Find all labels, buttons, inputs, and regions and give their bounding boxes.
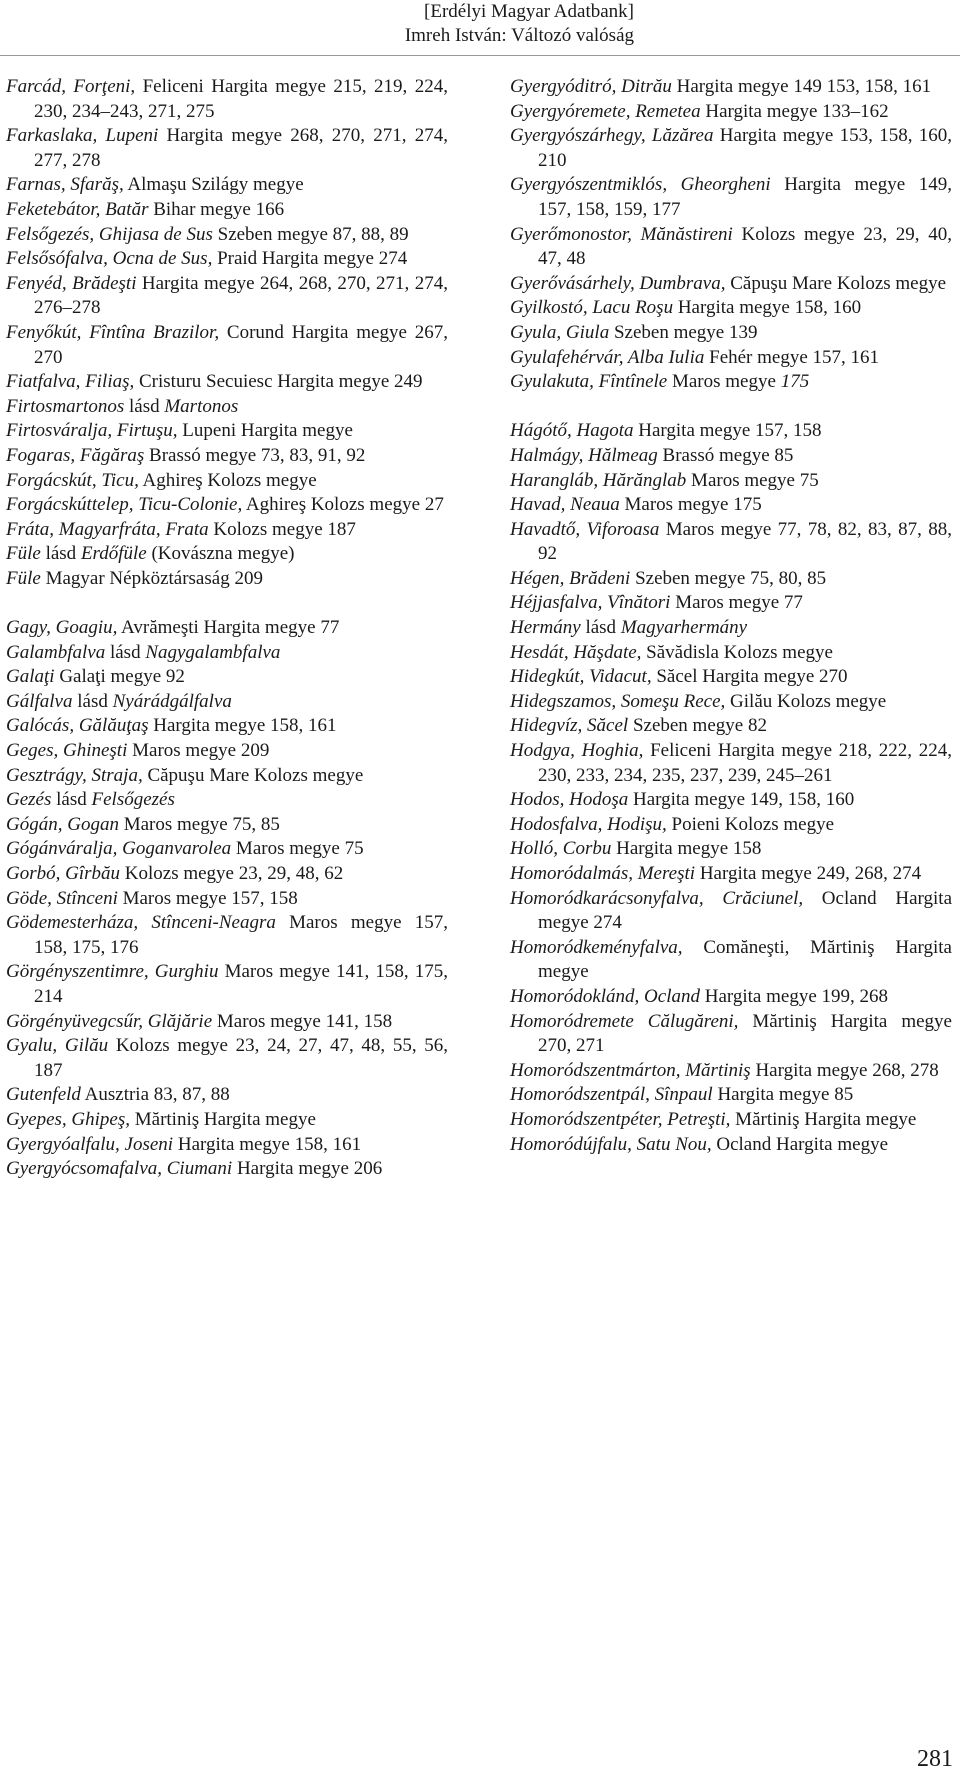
place-name: Firtosmartonos [6,395,125,417]
index-entry [6,542,448,567]
index-entry [6,714,448,739]
entry-text: Hargita megye 157, 158 [633,420,822,442]
entry-text: Cristuru Secuiesc Hargita megye 249 [134,371,423,393]
index-entry [510,321,952,346]
place-name: Homoródkarácsonyfalva, Crăciunel, [510,887,804,909]
place-name: Gyulafehérvár, Alba Iulia [510,346,705,368]
place-name: Gyula, Giula [510,321,610,343]
entry-text: Hargita megye 149, 158, 160 [628,789,855,811]
place-name: Gyergyóditró, Ditrău [510,76,672,97]
place-name: Hodgya, Hoghia, [510,740,644,762]
entry-text: Almaşu Szilágy megye [123,174,304,196]
place-name: Gyerőmonostor, Mănăstireni [510,223,733,245]
place-name: Farkaslaka, Lupeni [6,125,159,147]
place-name: Hesdát, Hăşdate, [510,641,642,663]
place-name: Erdőfüle [80,543,147,565]
index-entry [510,936,952,985]
entry-text: Hargita megye 149, 157, 158, 159, 177 [538,174,953,220]
index-entry [510,419,952,444]
place-name: Gógánváralja, Goganvarolea [6,838,232,860]
place-name: Feketebátor, Batăr [6,198,149,220]
entry-text: Lupeni Hargita megye [177,420,353,442]
place-name: Héjjasfalva, Vînători [510,592,671,614]
place-name: Gógán, Gogan [6,813,119,835]
index-entry [510,862,952,887]
place-name: Galambfalva [6,641,106,663]
index-entry [6,223,448,248]
entry-text: Căpuşu Mare Kolozs megye [725,272,947,294]
entry-text: Fehér megye 157, 161 [704,346,880,368]
place-name: Homoródkeményfalva, [510,936,683,958]
place-name: Homoródalmás, Mereşti [510,863,696,884]
place-name: Gyergyóremete, Remetea [510,100,701,122]
index-entry [6,739,448,764]
place-name: Hodosfalva, Hodişu, [510,813,667,835]
entry-text: Maros megye 75 [686,469,819,491]
entry-text: Mărtiniş Hargita megye 270, 271 [538,1010,952,1057]
index-entry [6,764,448,789]
index-entry [6,665,448,690]
entry-text: Maros megye 209 [127,740,270,762]
entry-text: Hargita megye 149 153, 158, 161 [671,76,932,97]
entry-text: Ocland Hargita megye 274 [538,887,953,934]
index-entry [6,370,448,395]
index-entry [510,1108,952,1133]
entry-text: Săvădisla Kolozs megye [641,641,833,663]
entry-text: Szeben megye 75, 80, 85 [630,567,827,589]
index-entry [6,469,448,494]
entry-text: Căpuşu Mare Kolozs megye [142,764,364,786]
place-name: Homoródszentmárton, Mărtiniş [510,1059,751,1081]
entry-text: Magyar Népköztársaság 209 [40,567,263,589]
place-name: Galaţi [6,666,55,688]
entry-text: Hargita megye 249, 268, 274 [695,863,922,884]
entry-text: Maros megye 141, 158, 175, 214 [34,961,448,1007]
index-entry [510,714,952,739]
entry-text: lásd [72,690,113,712]
place-name: Homoródújfalu, Satu Nou, [510,1133,712,1155]
index-entry [510,346,952,371]
index-entry [6,1108,448,1133]
index-entry [510,1010,952,1059]
entry-text: Kolozs megye 23, 24, 27, 47, 48, 55, 56, 187 [34,1035,448,1081]
place-name: Homoródszentpál, Sînpaul [510,1084,713,1106]
index-entry [510,444,952,469]
place-name: Gorbó, Gîrbău [6,863,121,884]
place-name: Havad, Neaua [510,494,620,516]
right-index-column [510,75,952,1157]
place-name: Farnas, Sfarăş, [6,174,124,196]
entry-text: Maros megye 175 [619,494,762,516]
place-name: Nyárádgálfalva [112,690,232,712]
entry-text: Szeben megye 87, 88, 89 [212,223,409,245]
place-name: Fenyőkút, Fîntîna Brazilor, [6,321,220,343]
place-name: Gyerővásárhely, Dumbrava, [510,272,726,294]
entry-text: Gilău Kolozs megye [725,690,887,712]
index-entry [6,862,448,887]
place-name: Gálfalva [6,690,73,712]
place-name: Hágótő, Hagota [510,420,634,442]
place-name: Halmágy, Hălmeag [510,444,658,466]
index-entry [510,223,952,272]
place-name: Forgácskút, Ticu, [6,469,139,491]
entry-text: Kolozs megye 187 [208,518,356,540]
entry-text: Corund Hargita megye 267, 270 [34,321,448,368]
place-name: Fráta, Magyarfráta, Frata [6,518,209,540]
place-name: Füle [6,567,41,589]
index-entry [510,518,952,567]
place-name: Homoródoklánd, Ocland [510,985,700,1007]
entry-text: lásd [51,789,92,811]
index-entry [510,641,952,666]
place-name: Göde, Stînceni [6,887,118,909]
entry-text: Hargita megye 268, 270, 271, 274, 277, 278 [34,125,448,171]
place-name: Hidegvíz, Săcel [510,715,629,737]
place-name: Farcád, Forţeni, [6,76,136,97]
entry-text: Maros megye 77, 78, 82, 83, 87, 88, 92 [538,518,952,565]
index-entry [6,419,448,444]
place-name: Gyulakuta, Fîntînele [510,371,668,393]
index-entry [6,395,448,420]
index-entry [6,198,448,223]
place-name: Gagy, Goagiu, [6,617,118,639]
place-name: Hidegkút, Vidacut, [510,666,652,688]
index-entry [6,1083,448,1108]
entry-text: lásd [124,395,165,417]
entry-text: Aghireş Kolozs megye [138,469,317,491]
index-entry [510,173,952,222]
entry-text: Maros megye 157, 158 [117,887,298,909]
index-entry [510,1133,952,1158]
index-entry [510,690,952,715]
place-name: Gyepes, Ghipeş, [6,1108,130,1130]
place-name: Harangláb, Hărănglab [510,469,687,491]
entry-text: Hargita megye 85 [712,1084,854,1106]
index-entry [6,444,448,469]
entry-text: Mărtiniş Hargita megye [130,1108,316,1130]
index-entry [510,665,952,690]
place-name: Gutenfeld [6,1084,81,1106]
index-entry [6,960,448,1009]
entry-text: Hargita megye 158, 161 [148,715,337,737]
index-entry [510,75,952,100]
index-entry [6,1157,448,1182]
entry-text: Hargita megye 268, 278 [750,1059,939,1081]
header-source: [Erdélyi Magyar Adatbank] [424,1,634,22]
place-name: Geges, Ghineşti [6,740,128,762]
entry-text: Brassó megye 73, 83, 91, 92 [144,444,366,466]
index-entry [510,124,952,173]
index-entry [6,272,448,321]
entry-text: Ocland Hargita megye [711,1133,889,1155]
entry-text: Szeben megye 139 [609,321,758,343]
entry-text: Hargita megye 199, 268 [699,985,889,1007]
entry-text: Mărtiniş Hargita megye [730,1108,917,1130]
place-name: Görgényüvegcsűr, Glăjărie [6,1010,213,1032]
entry-text: Maros megye 141, 158 [212,1010,393,1032]
place-name: Felsőgezés [91,789,175,811]
index-entry [6,690,448,715]
index-entry [510,985,952,1010]
index-entry [6,641,448,666]
page-number: 281 [917,1746,953,1772]
place-name: Homoródremete Călugăreni, [510,1010,739,1032]
entry-text: Maros megye 77 [670,592,803,614]
place-name: Füle [6,543,41,565]
index-entry [6,518,448,543]
place-name: Gyilkostó, Lacu Roşu [510,297,674,319]
index-entry [510,887,952,936]
place-name: Galócás, Gălăuţaş [6,715,149,737]
entry-text: Kolozs megye 23, 29, 48, 62 [120,863,344,884]
place-name: Martonos [164,395,239,417]
place-name: Felsőgezés, Ghijasa de Sus [6,223,213,245]
index-entry [510,296,952,321]
index-entry [6,813,448,838]
index-entry [510,493,952,518]
entry-text: Maros megye 75, 85 [118,813,280,835]
entry-text: Brassó megye 85 [657,444,794,466]
place-name: Gezés [6,789,52,811]
entry-text: Hargita megye 264, 268, 270, 271, 274, 276–278 [34,272,448,319]
place-name: Görgényszentimre, Gurghiu [6,961,219,983]
place-name: Fogaras, Făgăraş [6,444,145,466]
entry-text: Hargita megye 153, 158, 160, 210 [538,125,952,171]
place-name: Fiatfalva, Filiaş, [6,371,135,393]
entry-text: Kolozs megye 23, 29, 40, 47, 48 [538,223,952,270]
place-name: Forgácskúttelep, Ticu-Colonie, [6,494,243,516]
entry-text: Maros megye 157, 158, 175, 176 [34,912,448,958]
entry-text: Feliceni Hargita megye 215, 219, 224, 230, 234–243, 271, 275 [34,76,448,122]
entry-text: Hargita megye 158, 160 [673,297,862,319]
index-entry [6,321,448,370]
index-entry [510,1083,952,1108]
entry-text: Hargita megye 158 [611,838,762,860]
entry-text: Poieni Kolozs megye [666,813,835,835]
entry-text: (Kovászna megye) [146,543,295,565]
index-entry [510,837,952,862]
index-entry [510,100,952,125]
index-entry [6,75,448,124]
index-entry [510,788,952,813]
index-entry [510,739,952,788]
entry-text: Hargita megye 133–162 [700,100,889,122]
place-name: Gyergyóalfalu, Joseni [6,1133,174,1155]
index-entry [6,493,448,518]
place-name: 175 [780,371,810,393]
place-name: Gesztrágy, Straja, [6,764,143,786]
entry-text: lásd [580,617,621,639]
header-divider [0,55,960,56]
index-entry [510,370,952,395]
place-name: Hermány [510,617,581,639]
entry-text: Săcel Hargita megye 270 [651,666,848,688]
index-entry [6,567,448,592]
header-title: Imreh István: Változó valóság [404,25,634,46]
entry-text: Bihar megye 166 [148,198,285,220]
index-entry [6,788,448,813]
entry-text: Ausztria 83, 87, 88 [80,1084,230,1106]
place-name: Felsősófalva, Ocna de Sus, [6,248,213,270]
entry-text: Comăneşti, Mărtiniş Hargita megye [538,936,952,983]
place-name: Gyalu, Gilău [6,1035,109,1057]
entry-text: Aghireş Kolozs megye 27 [242,494,444,516]
place-name: Hégen, Brădeni [510,567,631,589]
place-name: Hodos, Hodoşa [510,789,629,811]
place-name: Havadtő, Viforoasa [510,518,660,540]
page-header [0,0,960,70]
entry-text: Szeben megye 82 [628,715,767,737]
index-entry [510,1059,952,1084]
entry-text: Avrămeşti Hargita megye 77 [117,617,340,639]
place-name: Gödemesterháza, Stînceni-Neagra [6,912,276,934]
index-entry [6,887,448,912]
place-name: Magyarhermány [620,617,748,639]
index-entry [6,247,448,272]
place-name: Firtosváralja, Firtuşu, [6,420,178,442]
index-entry [510,616,952,641]
entry-text: lásd [40,543,81,565]
place-name: Gyergyócsomafalva, Ciumani [6,1158,233,1180]
entry-text: Maros megye 75 [231,838,364,860]
index-entry [6,1010,448,1035]
index-entry [6,124,448,173]
entry-text: lásd [105,641,146,663]
index-entry [6,173,448,198]
place-name: Gyergyószárhegy, Lăzărea [510,125,714,147]
index-entry [6,1034,448,1083]
left-index-column [6,75,448,1182]
entry-text: Feliceni Hargita megye 218, 222, 224, 230, 233, 234, 235, 237, 239, 245–261 [538,740,952,786]
place-name: Nagygalambfalva [145,641,281,663]
index-entry [510,813,952,838]
place-name: Homoródszentpéter, Petreşti, [510,1108,731,1130]
entry-text: Hargita megye 206 [232,1158,383,1180]
entry-text: Galaţi megye 92 [54,666,185,688]
entry-text: Hargita megye 158, 161 [173,1133,362,1155]
place-name: Gyergyószentmiklós, Gheorgheni [510,174,771,196]
index-entry [510,272,952,297]
index-entry [510,469,952,494]
index-entry [6,837,448,862]
index-entry [510,567,952,592]
index-entry [6,1133,448,1158]
place-name: Holló, Corbu [510,838,612,860]
entry-text: Maros megye [667,371,781,393]
index-entry [510,591,952,616]
place-name: Hidegszamos, Someşu Rece, [510,690,726,712]
index-entry [6,911,448,960]
place-name: Fenyéd, Brădeşti [6,272,137,294]
index-entry [6,616,448,641]
entry-text: Praid Hargita megye 274 [212,248,408,270]
